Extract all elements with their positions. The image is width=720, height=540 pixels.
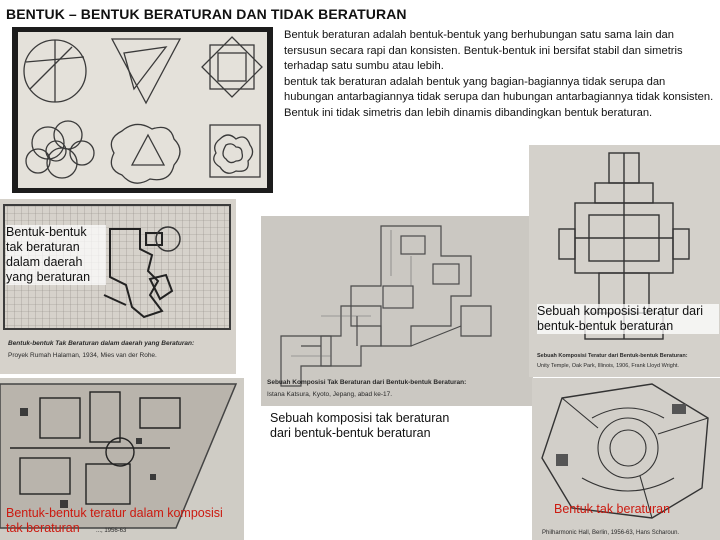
caption-irregular-form: Bentuk tak beraturan [554, 502, 671, 516]
caption-regular-in-irregular: Bentuk-bentuk teratur dalam komposisi tak beraturan [6, 506, 223, 535]
katsura-palace-plan-photo [261, 216, 533, 406]
description-regular: Bentuk beraturan adalah bentuk-bentuk yang berhubungan satu sama lain dan tersusun secara rapi dan konsisten. Bentuk-bentuk ini bersifat stabil dan simetris terhadap satu sumbu atau lebih. [284, 29, 683, 73]
wright-label-line1: Sebuah Komposisi Teratur dari Bentuk-bentuk Beraturan: [537, 353, 688, 359]
katsura-palace-plan-drawing [261, 216, 533, 406]
description [284, 28, 718, 122]
wright-label-line2: Unity Temple, Oak Park, Illinois, 1906, Frank Lloyd Wright. [537, 363, 679, 369]
page-title: BENTUK – BENTUK BERATURAN DAN TIDAK BERATURAN [6, 6, 407, 22]
description-irregular: bentuk tak beraturan adalah bentuk yang bagian-bagiannya tidak serupa dan hubungan antarbagiannya tidak serupa dan hubungan antarbagiannya tidak konsisten. Bentuk ini tidak simetris dan lebih dinamis dibandingkan bentuk beraturan. [284, 75, 714, 119]
unity-temple-plan-drawing [529, 145, 720, 377]
unity-temple-plan-photo [529, 145, 720, 377]
caption-regular-composition: Sebuah komposisi teratur dari bentuk-bentuk beraturan [537, 304, 719, 334]
geometric-shapes-drawing [12, 27, 273, 193]
geometric-shapes-photo [12, 27, 273, 193]
caption-irregular-composition: Sebuah komposisi tak beraturan dari bentuk-bentuk beraturan [270, 411, 450, 440]
katsura-label-line2: Istana Katsura, Kyoto, Jepang, abad ke-17. [267, 391, 393, 398]
scharoun-label: Philharmonic Hall, Berlin, 1956-63, Hans Scharoun. [542, 530, 680, 536]
church-label: ..., 1956-63 [96, 528, 127, 534]
rohe-label-line2: Proyek Rumah Halaman, 1934, Mies van der Rohe. [8, 352, 157, 359]
katsura-label-line1: Sebuah Komposisi Tak Beraturan dari Bentuk-bentuk Beraturan: [267, 379, 467, 386]
rohe-label-line1: Bentuk-bentuk Tak Beraturan dalam daerah yang Beraturan: [8, 340, 195, 347]
caption-irregular-in-regular: Bentuk-bentuk tak beraturan dalam daerah yang beraturan [6, 225, 106, 285]
